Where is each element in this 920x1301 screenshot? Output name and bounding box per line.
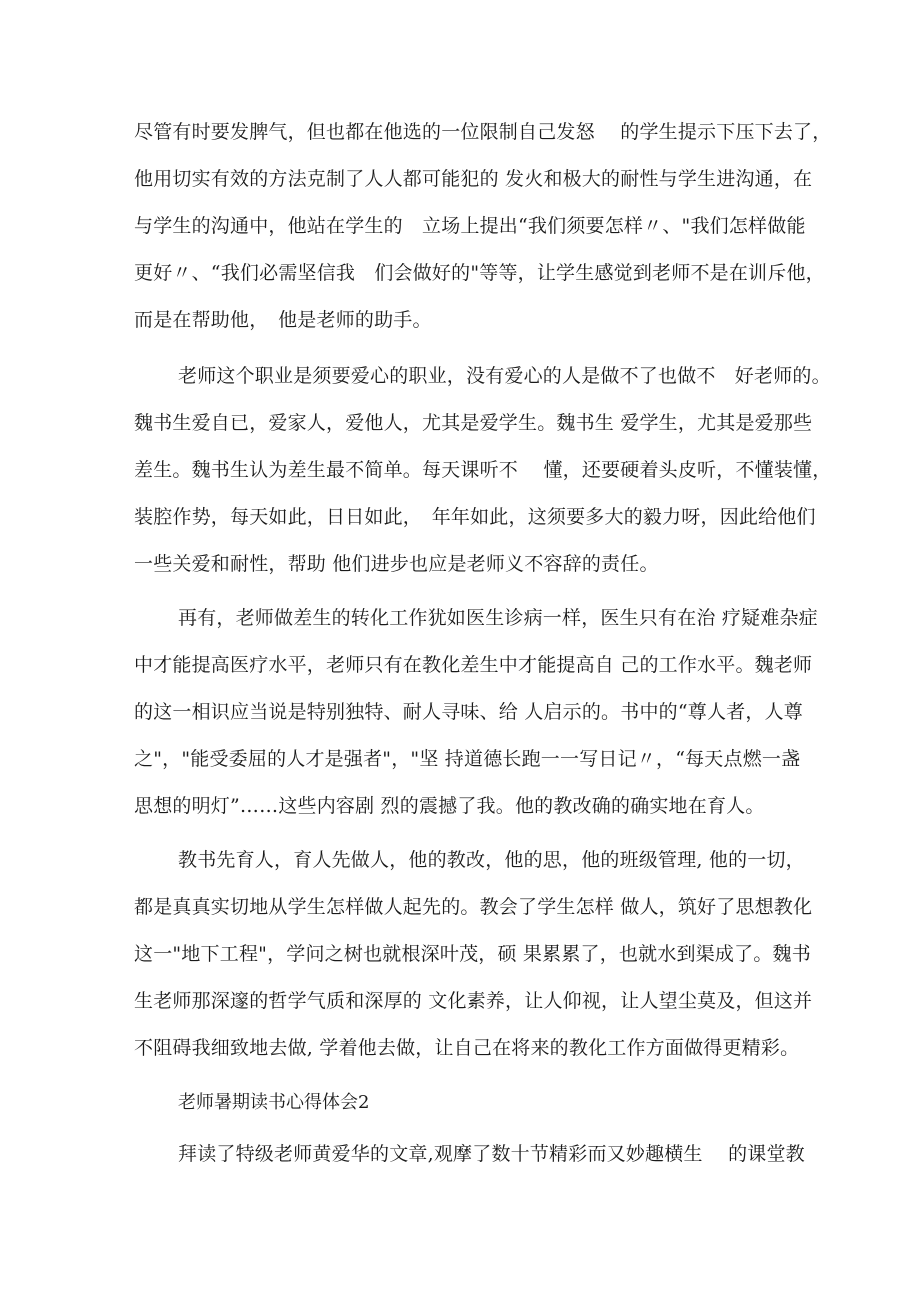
section-heading: 老师暑期读书心得体会2	[178, 1092, 370, 1113]
paragraph-line: 而是在帮助他， 他是老师的助手。	[134, 309, 432, 331]
paragraph-line: 都是真真实切地从学生怎样做人起先的。教会了学生怎样 做人，筑好了思想教化	[134, 896, 813, 918]
paragraph-line: 教书先育人，育人先做人，他的教改，他的思，他的班级管理, 他的一切，	[178, 849, 805, 871]
paragraph-line: 装腔作势，每天如此，日日如此， 年年如此，这须要多大的毅力呀，因此给他们	[134, 506, 816, 528]
paragraph-line: 中才能提高医疗水平，老师只有在教化差生中才能提高自 己的工作水平。魏老师	[134, 654, 813, 676]
paragraph-line: 拜读了特级老师黄爱华的文章,观摩了数十节精彩而又妙趣横生 的课堂教	[178, 1143, 805, 1165]
paragraph-line: 魏书生爱自已，爱家人，爱他人，尤其是爱学生。魏书生 爱学生，尤其是爱那些	[134, 412, 813, 434]
paragraph-line: 差生。魏书生认为差生最不简单。每天课听不 懂，还要硬着头皮听，不懂装懂，	[134, 459, 832, 481]
paragraph-line: 的这一相识应当说是特别独特、耐人寻味、给 人启示的。书中的“尊人者，人尊	[134, 701, 803, 723]
paragraph-line: 不阻碍我细致地去做, 学着他去做，让自己在将来的教化工作方面做得更精彩。	[134, 1037, 800, 1059]
paragraph-line: 与学生的沟通中，他站在学生的 立场上提出“我们须要怎样〃、"我们怎样做能	[134, 215, 806, 237]
paragraph-line: 思想的明灯”……这些内容剧 烈的震撼了我。他的教改确的确实地在育人。	[134, 795, 765, 817]
paragraph-line: 生老师那深邃的哲学气质和深厚的 文化素养，让人仰视，让人望尘莫及，但这并	[134, 990, 813, 1012]
paragraph-line: 之"，"能受委屈的人才是强者"，"坚 持道德长跑一一写日记〃，“每天点燃一盏	[134, 748, 801, 770]
paragraph-line: 他用切实有效的方法克制了人人都可能犯的 发火和极大的耐性与学生进沟通，在	[134, 168, 813, 190]
paragraph-line: 更好〃、“我们必需坚信我 们会做好的"等等，让学生感觉到老师不是在训斥他，	[134, 262, 825, 284]
paragraph-line: 这一"地下工程"，学问之树也就根深叶茂，硕 果累累了，也就水到渠成了。魏书	[134, 943, 811, 965]
paragraph-line: 再有，老师做差生的转化工作犹如医生诊病一样，医生只有在治 疗疑难杂症	[178, 607, 818, 629]
paragraph-line: 一些关爱和耐性，帮助 他们进步也应是老师义不容辞的责任。	[134, 553, 659, 575]
paragraph-line: 老师这个职业是须要爱心的职业，没有爱心的人是做不了也做不 好老师的。	[178, 365, 831, 387]
paragraph-line: 尽管有时要发脾气，但也都在他选的一位限制自己发怒 的学生提示下压下去了，	[134, 121, 832, 143]
